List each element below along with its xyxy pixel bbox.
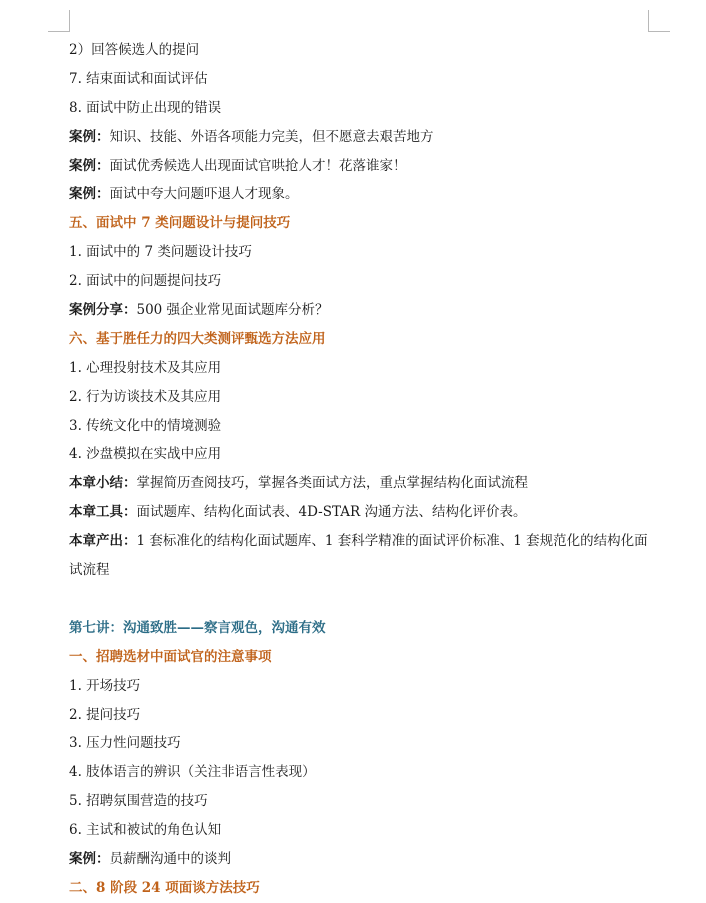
list-item: 3. 传统文化中的情境测验 [69,417,222,434]
section-heading: 一、招聘选材中面试官的注意事项 [69,648,272,665]
paragraph-text: 面试优秀候选人出现面试官哄抢人才！花落谁家！ [109,157,407,174]
section-heading: 五、面试中 7 类问题设计与提问技巧 [69,215,291,232]
list-item: 2. 面试中的问题提问技巧 [69,273,222,290]
document-page [69,36,659,903]
paragraph-label: 本章产出： [69,533,137,550]
paragraph-text: 面试题库、结构化面试表、4D-STAR 沟通方法、结构化评价表。 [136,504,527,521]
list-item: 2）回答候选人的提问 [69,42,200,58]
section-heading: 六、基于胜任力的四大类测评甄选方法应用 [69,330,326,347]
list-item: 3. 压力性问题技巧 [69,735,181,752]
labeled-paragraph [69,180,659,209]
paragraph-text: 掌握简历查阅技巧，掌握各类面试方法，重点掌握结构化面试流程 [136,475,528,492]
paragraph-text: 1 套标准化的结构化面试题库、1 套科学精准的面试评价标准、1 套规范化的结构化面试流程 [69,533,648,579]
paragraph-label: 案例： [69,850,110,867]
list-item: 1. 面试中的 7 类问题设计技巧 [69,244,252,261]
page-corner-mark-top-right [648,10,670,32]
page-corner-mark-top-left [48,10,70,32]
labeled-paragraph [69,845,659,874]
paragraph-text: 员薪酬沟通中的谈判 [109,850,231,867]
list-item: 2. 提问技巧 [69,706,141,723]
list-item: 5. 招聘氛围营造的技巧 [69,793,208,810]
labeled-paragraph [69,469,659,498]
list-item: 6. 主试和被试的角色认知 [69,822,222,839]
section-heading: 二、8 阶段 24 项面谈方法技巧 [69,879,260,896]
blank-line [69,585,659,614]
paragraph-text: 知识、技能、外语各项能力完美，但不愿意去艰苦地方 [109,128,434,145]
list-item: 8. 面试中防止出现的错误 [69,99,222,116]
list-item: 4. 沙盘模拟在实战中应用 [69,446,222,463]
paragraph-label: 案例： [69,128,110,145]
list-item: 1. 心理投射技术及其应用 [69,359,222,376]
paragraph-label: 本章小结： [69,475,137,492]
list-item: 1. 开场技巧 [69,677,141,694]
labeled-paragraph [69,296,659,325]
chapter-title: 第七讲：沟通致胜——察言观色，沟通有效 [69,619,326,636]
paragraph-text: 500 强企业常见面试题库分析？ [136,302,329,319]
list-item: 7. 结束面试和面试评估 [69,70,208,87]
list-item: 2. 行为访谈技术及其应用 [69,388,222,405]
paragraph-label: 本章工具： [69,504,137,521]
paragraph-label: 案例分享： [69,302,137,319]
list-item: 4. 肢体语言的辨识（关注非语言性表现） [69,764,316,781]
labeled-paragraph [69,527,659,585]
paragraph-label: 案例： [69,186,110,203]
paragraph-text: 面试中夸大问题吓退人才现象。 [109,186,299,203]
labeled-paragraph [69,123,659,152]
paragraph-label: 案例： [69,157,110,174]
labeled-paragraph [69,498,659,527]
labeled-paragraph [69,152,659,181]
